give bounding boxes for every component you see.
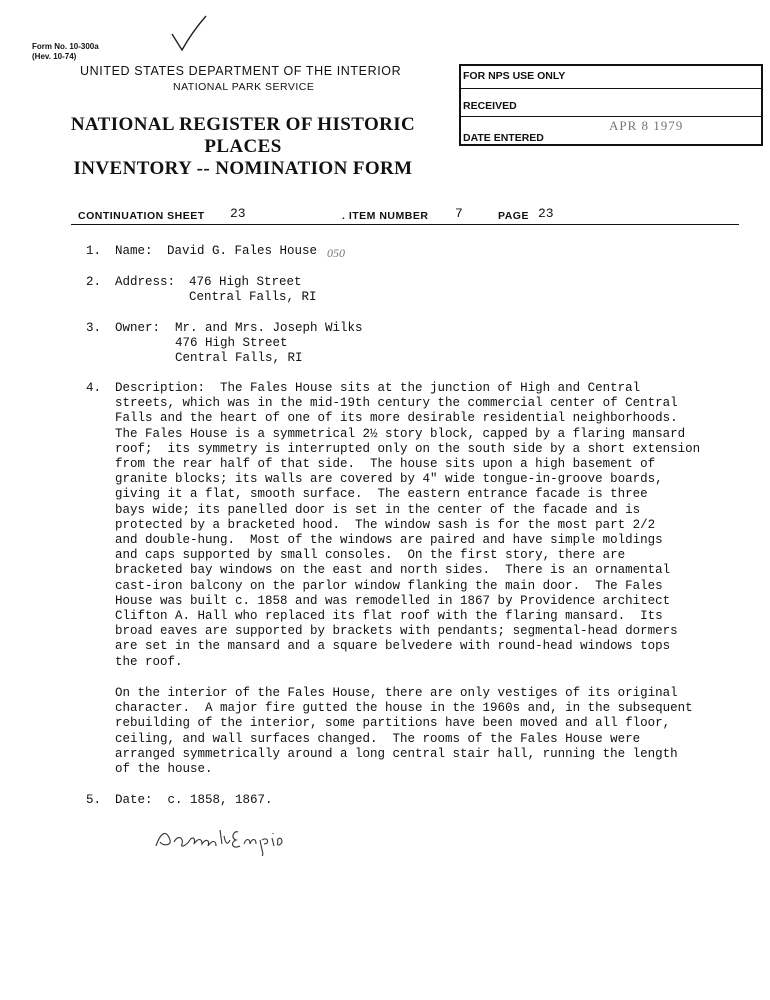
description-line: bays wide; its panelled door is set in the center of the facade and is [115,502,641,517]
header-rule [71,224,739,225]
handwritten-note [150,816,290,856]
continuation-sheet-label: CONTINUATION SHEET [78,210,205,222]
item-number: 1. [86,244,102,258]
description-line: and double-hung. Most of the windows are paired and have simple moldings [115,533,663,548]
description-paragraph-1 [115,381,700,670]
item-number: 3. [86,321,102,335]
nps-box-divider [461,116,761,117]
item-number-value: 7 [455,206,463,221]
item-number-label-text: ITEM NUMBER [348,210,429,222]
item-value-line: Central Falls, RI [175,351,303,365]
date-stamp: APR 8 1979 [609,118,684,133]
page-label: PAGE [498,210,529,222]
department-name: UNITED STATES DEPARTMENT OF THE INTERIOR [80,64,402,78]
handwritten-annotation: 050 [327,246,345,260]
form-title-line1: NATIONAL REGISTER OF HISTORIC PLACES [70,114,416,157]
description-paragraph-2 [115,686,693,777]
description-line: House was built c. 1858 and was remodelled in 1867 by Providence architect [115,593,671,608]
description-line: On the interior of the Fales House, there are only vestiges of its original [115,686,678,700]
description-line: ceiling, and wall surfaces changed. The rooms of the Fales House were [115,731,641,746]
item-value-line: David G. Fales House [167,244,318,258]
description-line: Falls and the heart of one of its more desirable residential neighborhoods. [115,411,678,426]
form-title-line2: INVENTORY -- NOMINATION FORM [73,158,413,179]
description-line: from the rear half of that side. The house sits upon a high basement of [115,457,656,472]
received-label: RECEIVED [463,100,517,112]
description-line: character. A major fire gutted the house in the 1960s and, in the subsequent [115,701,693,716]
check-mark-icon [168,12,216,54]
description-line: bracketed bay windows on the east and north sides. There is an ornamental [115,563,671,578]
item-number: 2. [86,275,102,289]
date-entered-label: DATE ENTERED [463,132,544,144]
description-line: arranged symmetrically around a long central stair hall, running the length [115,746,678,761]
description-line: are set in the mansard and a square belvedere with round-head windows tops [115,639,671,654]
description-line: giving it a flat, smooth surface. The eastern entrance facade is three [115,487,648,502]
item-value-line: 476 High Street [189,275,302,289]
item-label: Owner: [115,321,161,335]
description-line: granite blocks; its walls are covered by 4" wide tongue-in-groove boards, [115,472,663,487]
item-value-line: 476 High Street [175,336,288,350]
description-line: streets, which was in the mid-19th century the commercial center of Central [115,396,678,411]
item-value-line: Mr. and Mrs. Joseph Wilks [175,321,363,335]
item-label: Address: [115,275,176,289]
nps-use-only-box [459,64,763,146]
description-line: and caps supported by small consoles. On the first story, there are [115,548,626,563]
service-name: NATIONAL PARK SERVICE [173,81,315,93]
description-line: of the house. [115,762,213,777]
date-text: Date: c. 1858, 1867. [115,793,273,807]
description-line: protected by a bracketed hood. The window sash is for the most part 2/2 [115,517,656,532]
description-line: Description: The Fales House sits at the junction of High and Central [115,381,641,395]
description-line: broad eaves are supported by brackets with pendants; segmental-head dormers [115,624,678,639]
item-value-line: Central Falls, RI [189,290,317,304]
page-value: 23 [538,206,554,221]
nps-use-only-label: FOR NPS USE ONLY [463,70,566,82]
description-line: roof; its symmetry is interrupted only on the south side by a short extension [115,441,701,456]
item-number-label: . ITEM NUMBER [342,210,429,222]
item-number: 4. [86,381,102,395]
form-number: Form No. 10-300a [32,42,99,51]
nps-box-divider [461,88,761,89]
continuation-sheet-value: 23 [230,206,246,221]
item-number: 5. [86,793,102,807]
description-line: The Fales House is a symmetrical 2½ story block, capped by a flaring mansard [115,426,686,441]
description-line: cast-iron balcony on the parlor window flanking the main door. The Fales [115,578,663,593]
description-line: Clifton A. Hall who replaced its flat roof with the flaring mansard. Its [115,609,663,624]
description-line: the roof. [115,654,183,669]
description-line: rebuilding of the interior, some partitions have been moved and all floor, [115,716,671,731]
item-label: Name: [115,244,153,258]
form-title [36,114,450,180]
form-revision: (Hev. 10-74) [32,52,77,61]
